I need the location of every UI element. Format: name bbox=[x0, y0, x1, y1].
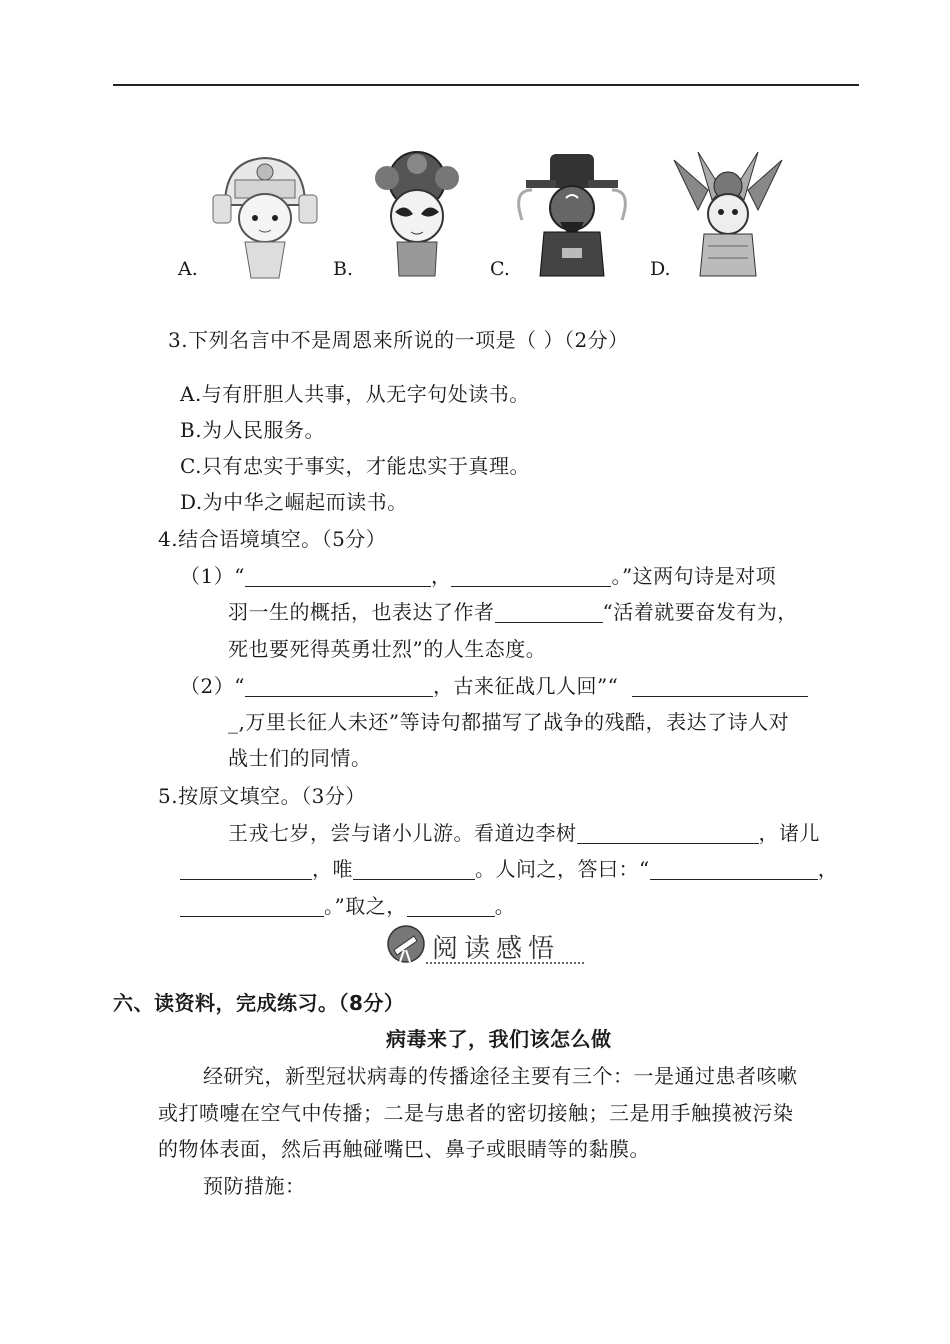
q3-option-d: D.为中华之崛起而读书。 bbox=[180, 490, 408, 514]
q3-option-a: A.与有肝胆人共事，从无字句处读书。 bbox=[180, 382, 530, 406]
q3-stem: 3.下列名言中不是周恩来所说的一项是（ ）（2分） bbox=[168, 328, 629, 352]
q5-blank4[interactable] bbox=[650, 857, 818, 880]
q4-p2-blank1[interactable] bbox=[245, 674, 433, 697]
q5-blank3[interactable] bbox=[353, 857, 475, 880]
q4-p2-open: （2）“ bbox=[180, 674, 245, 698]
banner-underline bbox=[426, 962, 584, 964]
q5-stem: 5.按原文填空。（3分） bbox=[158, 784, 366, 808]
q5-blank6[interactable] bbox=[407, 894, 495, 917]
q5-text3b: 。 bbox=[494, 894, 516, 918]
q4-part2-line1 bbox=[180, 670, 808, 699]
q4-p1-blank2[interactable] bbox=[451, 564, 611, 587]
q5-text1b: ，诸儿 bbox=[758, 821, 820, 845]
q5-text2b: 。人问之，答曰：“ bbox=[475, 857, 650, 881]
opera-character-general-with-flags-icon bbox=[668, 150, 788, 280]
option-d-label: D. bbox=[650, 258, 671, 280]
opera-character-young-scholar-icon bbox=[205, 150, 325, 280]
q4-p1-quote: “活着就要奋发有为， bbox=[602, 600, 798, 624]
q4-p1-comma: ， bbox=[430, 564, 452, 588]
q5-line2 bbox=[180, 853, 838, 882]
q4-p1-author-text: 羽一生的概括，也表达了作者 bbox=[228, 600, 495, 624]
q4-p1-open: （1）“ bbox=[180, 564, 245, 588]
q4-part2-line3: 战士们的同情。 bbox=[228, 746, 372, 770]
opera-character-judge-bao-icon bbox=[512, 150, 632, 280]
q5-blank1[interactable] bbox=[577, 821, 759, 844]
q4-stem: 4.结合语境填空。（5分） bbox=[158, 527, 387, 551]
q5-line1 bbox=[228, 817, 820, 846]
q5-text1: 王戎七岁，尝与诸小儿游。看道边李树 bbox=[228, 821, 577, 845]
q5-blank2[interactable] bbox=[180, 857, 312, 880]
article-para1-line3: 的物体表面，然后再触碰嘴巴、鼻子或眼睛等的黏膜。 bbox=[158, 1137, 650, 1161]
q5-text2a: ，唯 bbox=[312, 857, 353, 881]
article-para1-line2: 或打喷嚏在空气中传播；二是与患者的密切接触；三是用手触摸被污染 bbox=[158, 1101, 794, 1125]
header-rule bbox=[113, 84, 859, 86]
q4-p2-blank2[interactable] bbox=[632, 674, 808, 697]
q4-part2-line2: _,万里长征人未还”等诗句都描写了战争的残酷，表达了诗人对 bbox=[228, 710, 790, 734]
q4-p1-blank3[interactable] bbox=[495, 600, 603, 623]
option-c-label: C. bbox=[490, 258, 510, 280]
section6-heading: 六、读资料，完成练习。（8分） bbox=[113, 991, 405, 1015]
option-b-label: B. bbox=[333, 258, 354, 280]
option-a-label: A. bbox=[178, 258, 198, 280]
q3-option-c: C.只有忠实于事实，才能忠实于真理。 bbox=[180, 454, 530, 478]
telescope-icon bbox=[386, 924, 426, 968]
q4-p1-blank1[interactable] bbox=[245, 564, 431, 587]
q4-p2-middle: ，古来征战几人回”“ bbox=[432, 674, 619, 698]
q5-blank5[interactable] bbox=[180, 894, 324, 917]
reading-section-banner bbox=[386, 924, 586, 968]
q4-part1-line2 bbox=[228, 596, 798, 625]
article-para1-line1: 经研究，新型冠状病毒的传播途径主要有三个：一是通过患者咳嗽 bbox=[203, 1064, 798, 1088]
q5-line3 bbox=[180, 890, 515, 919]
opera-character-painted-face-female-icon bbox=[357, 150, 477, 280]
q4-part1-line3: 死也要死得英勇壮烈”的人生态度。 bbox=[228, 637, 547, 661]
article-para2: 预防措施： bbox=[203, 1174, 306, 1198]
q3-option-b: B.为人民服务。 bbox=[180, 418, 326, 442]
reading-section-title: 阅读感悟 bbox=[432, 934, 561, 964]
q5-text3a: 。”取之， bbox=[324, 894, 407, 918]
q4-part1-line1 bbox=[180, 560, 776, 589]
q4-p1-close: 。”这两句诗是对项 bbox=[611, 564, 777, 588]
q5-text2c: ， bbox=[817, 857, 839, 881]
article-title: 病毒来了，我们该怎么做 bbox=[386, 1027, 612, 1051]
